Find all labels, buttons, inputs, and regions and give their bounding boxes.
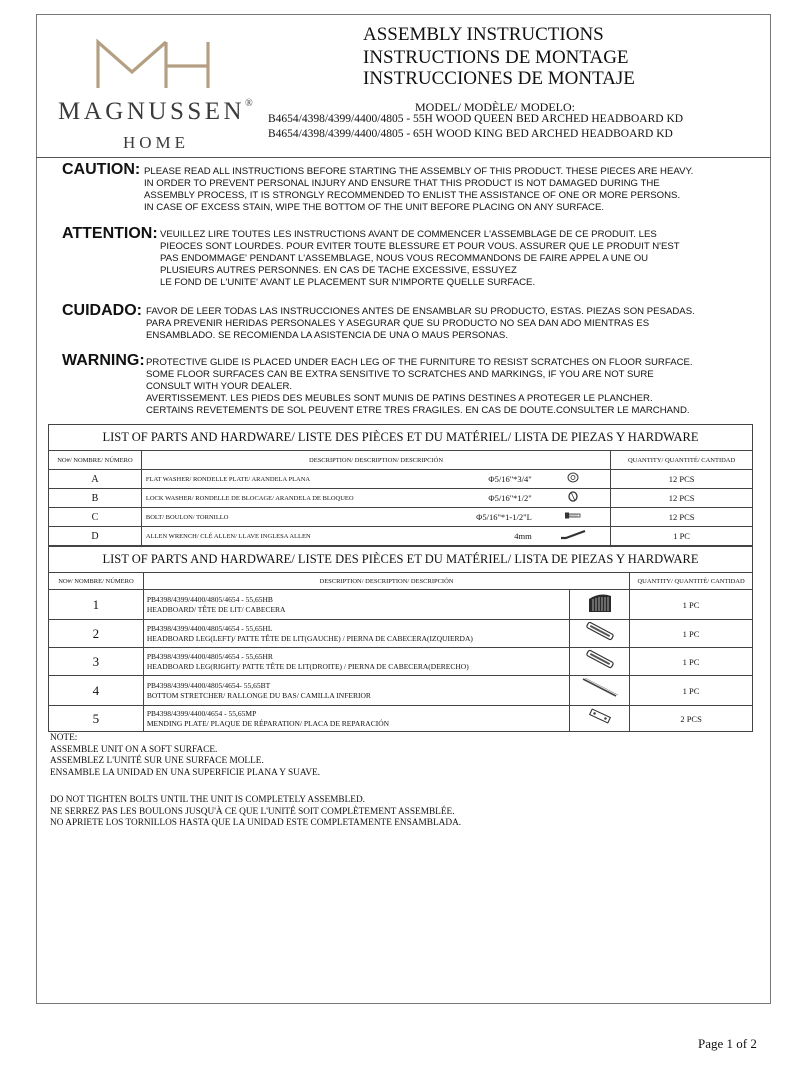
note-line: DO NOT TIGHTEN BOLTS UNTIL THE UNIT IS COMPLETELY ASSEMBLED. [50,795,365,805]
note-line: ENSAMBLE LA UNIDAD EN UNA SUPERFICIE PLANA Y SUAVE. [50,767,321,778]
hardware-desc-cell [141,508,535,527]
attention-line: PIEOCES SONT LOURDES. POUR EVITER TOUTE BLESSURE ET POUR VOUS. ASSURER QUE LE PRODUIT N'EST [160,241,680,252]
hardware-description: FLAT WASHER/ RONDELLE PLATE/ ARANDELA PLANA [145,475,311,483]
hardware-icon-cell [536,470,611,489]
hardware-description: LOCK WASHER/ RONDELLE DE BLOCAGE/ ARANDELA DE BLOQUEO [145,494,354,502]
hardware-size: Φ5/16"*1-1/2"L [476,512,532,522]
part-desc-cell [143,706,569,732]
hardware-table-title: LIST OF PARTS AND HARDWARE/ LISTE DES PIÈCES ET DU MATÉRIEL/ LISTA DE PIEZAS Y HARDWARE [49,425,753,451]
part-number: 4 [49,676,144,706]
table-row [49,706,753,732]
mh-monogram-icon [98,42,208,88]
page-number: Page 1 of 2 [698,1036,757,1051]
warning-line: AVERTISSEMENT. LES PIEDS DES MEUBLES SONT MUNIS DE PATINS DESTINES A PROTEGER LE PLANCHER. [146,393,653,404]
model-label: MODEL/ MODÈLE/ MODELO: [415,100,575,114]
caution-line: ASSEMBLY PROCESS, IT IS STRONGLY RECOMMENDED TO ENLIST THE ASSISTANCE OF ONE OR MORE PERSONS. [144,190,681,201]
attention-heading: ATTENTION: [62,225,158,242]
model-line-king: B4654/4398/4399/4400/4805 - 65H WOOD KING BED ARCHED HEADBOARD KD [268,128,673,140]
title-fr: INSTRUCTIONS DE MONTAGE [363,47,629,68]
lock-washer-icon [564,491,582,502]
cuidado-line: FAVOR DE LEER TODAS LAS INSTRUCCIONES ANTES DE ENSAMBLAR SU PRODUCTO, ESTAS. PIEZAS SON PESADAS. [146,306,695,317]
part-description: HEADBOARD LEG(RIGHT)/ PATTE TÊTE DE LIT(DROITE) / PIERNA DE CABECERA(DERECHO) [146,661,469,671]
hardware-table-title-row [49,425,753,451]
brand-name-text: MAGNUSSEN [58,98,246,125]
hardware-qty: 1 PC [611,527,753,546]
caution-line: IN CASE OF EXCESS STAIN, WIPE THE BOTTOM OF THE UNIT BEFORE PLACING ON ANY SURFACE. [144,202,605,213]
note-line: ASSEMBLE UNIT ON A SOFT SURFACE. [50,744,218,755]
brand-sub: HOME [123,133,190,152]
col-header-no: NO#/ NOMBRE/ NÚMERO [49,573,144,590]
part-icon-cell [570,676,630,706]
part-code: PB4398/4399/4400/4805/4654 - 55,65HB [146,594,273,604]
allen-wrench-icon [558,529,588,540]
table-row [49,489,753,508]
notes-heading: NOTE: [50,733,78,743]
title-es: INSTRUCCIONES DE MONTAJE [363,68,635,89]
table-row [49,676,753,706]
part-description: HEADBOARD/ TÊTE DE LIT/ CABECERA [146,604,286,614]
part-qty: 1 PC [630,620,753,648]
hardware-code: B [49,489,142,508]
parts-table-title: LIST OF PARTS AND HARDWARE/ LISTE DES PIÈCES ET DU MATÉRIEL/ LISTA DE PIEZAS Y HARDWARE [49,547,753,573]
table-row [49,508,753,527]
hardware-qty: 12 PCS [611,470,753,489]
part-desc-cell [143,676,569,706]
cuidado-line: ENSAMBLADO. SE RECOMIENDA LA ASISTENCIA DE UNA O MAUS PERSONAS. [146,330,508,341]
hardware-size: Φ5/16"*3/4" [488,474,532,484]
col-header-no: NO#/ NOMBRE/ NÚMERO [49,451,142,470]
warning-text [146,357,693,417]
warning-line: CONSULT WITH YOUR DEALER. [146,381,293,392]
warning-line: SOME FLOOR SURFACES CAN BE EXTRA SENSITIVE TO SCRATCHES AND MARKINGS, IF YOU ARE NOT SURE [146,369,654,380]
notes-spacer [50,779,461,795]
part-qty: 1 PC [630,590,753,620]
caution-heading: CAUTION: [62,161,141,178]
part-icon-cell [570,620,630,648]
bolt-icon [563,510,583,521]
attention-line: PLUSIEURS AUTRES PERSONNES. EN CAS DE TACHE EXCESSIVE, ESSUYEZ [160,265,517,276]
hardware-desc-cell [141,489,535,508]
part-number: 5 [49,706,144,732]
table-row [49,527,753,546]
stretcher-icon [580,676,620,700]
mending-plate-icon [586,706,614,726]
part-qty: 2 PCS [630,706,753,732]
part-desc-cell [143,648,569,676]
note-line: ASSEMBLEZ L'UNITÉ SUR UNE SURFACE MOLLE. [50,756,264,766]
right-leg-icon [583,648,617,670]
part-icon-cell [570,648,630,676]
hardware-table [48,424,753,546]
warning-heading: WARNING: [62,352,145,369]
table-row [49,648,753,676]
headboard-icon [585,590,615,614]
part-number: 3 [49,648,144,676]
hardware-code: D [49,527,142,546]
registered-mark: ® [245,98,253,109]
notes-section [50,733,461,830]
hardware-icon-cell [536,508,611,527]
hardware-description: ALLEN WRENCH/ CLÉ ALLEN/ LLAVE INGLESA ALLEN [145,532,311,540]
attention-text [160,229,680,289]
note-line: NO APRIETE LOS TORNILLOS HASTA QUE LA UNIDAD ESTE COMPLETAMENTE ENSAMBLADA. [50,818,462,828]
hardware-icon-cell [536,489,611,508]
warning-line: PROTECTIVE GLIDE IS PLACED UNDER EACH LEG OF THE FURNITURE TO RESIST SCRATCHES ON FLOOR SURFACE. [146,357,693,368]
hardware-code: C [49,508,142,527]
col-header-quantity: QUANTITY/ QUANTITÉ/ CANTIDAD [611,451,753,470]
part-number: 2 [49,620,144,648]
part-icon-cell [570,706,630,732]
hardware-table-header-row [49,451,753,470]
caution-line: PLEASE READ ALL INSTRUCTIONS BEFORE STARTING THE ASSEMBLY OF THIS PRODUCT. THESE PIECES ARE HEAVY. [144,166,694,177]
part-qty: 1 PC [630,648,753,676]
brand-name [58,98,268,126]
part-description: HEADBOARD LEG(LEFT)/ PATTE TÊTE DE LIT(GAUCHE) / PIERNA DE CABECERA(IZQUIERDA) [146,633,473,643]
col-header-description: DESCRIPTION/ DESCRIPTION/ DESCRIPCIÓN [141,451,610,470]
caution-text [144,166,693,214]
part-code: PB4398/4399/4400/4805/4654 - 55,65HR [146,651,273,661]
hardware-qty: 12 PCS [611,508,753,527]
part-desc-cell [143,590,569,620]
attention-line: VEUILLEZ LIRE TOUTES LES INSTRUCTIONS AVANT DE COMMENCER L'ASSEMBLAGE DE CE PRODUIT. LES [160,229,657,240]
col-header-quantity: QUANTITY/ QUANTITÉ/ CANTIDAD [630,573,753,590]
cuidado-line: PARA PREVENIR HERIDAS PERSONALES Y ASEGURAR QUE SU PRODUCTO NO SEA DAN ADO MIENTRAS ES [146,318,650,329]
table-row [49,470,753,489]
hardware-description: BOLT/ BOULON/ TORNILLO [145,513,229,521]
table-row [49,620,753,648]
part-qty: 1 PC [630,676,753,706]
cuidado-heading: CUIDADO: [62,302,142,319]
note-line: NE SERREZ PAS LES BOULONS JUSQU'À CE QUE L'UNITÉ SOIT COMPLÈTEMENT ASSEMBLÉE. [50,806,455,817]
attention-line: LE FOND DE L'UNITE' AVANT LE PLACEMENT SUR N'IMPORTE QUELLE SURFACE. [160,277,536,288]
caution-line: IN ORDER TO PREVENT PERSONAL INJURY AND ENSURE THAT THIS PRODUCT IS NOT DAMAGED DURING THE [144,178,660,189]
part-icon-cell [570,590,630,620]
part-code: PB4398/4399/4400/4805/4654 - 55,65HL [146,623,273,633]
hardware-desc-cell [141,527,535,546]
part-number: 1 [49,590,144,620]
hardware-code: A [49,470,142,489]
parts-table-header-row [49,573,753,590]
parts-table-title-row [49,547,753,573]
warning-line: CERTAINS REVETEMENTS DE SOL PEUVENT ETRE TRES FRAGILES. EN CAS DE DOUTE.CONSULTER LE MARCHAND. [146,405,690,416]
hardware-size: Φ5/16"*1/2" [488,493,532,503]
part-code: PB4398/4399/4400/4805/4654- 55,65BT [146,680,271,690]
model-line-queen: B4654/4398/4399/4400/4805 - 55H WOOD QUEEN BED ARCHED HEADBOARD KD [268,113,684,125]
cuidado-text [146,306,695,342]
left-leg-icon [583,620,617,642]
title-en: ASSEMBLY INSTRUCTIONS [363,24,604,45]
table-row [49,590,753,620]
part-desc-cell [143,620,569,648]
part-description: MENDING PLATE/ PLAQUE DE RÉPARATION/ PLACA DE REPARACIÓN [146,718,390,728]
hardware-qty: 12 PCS [611,489,753,508]
part-code: PB4398/4399/4400/4654 - 55,65MP [146,708,257,718]
col-header-description: DESCRIPTION/ DESCRIPTION/ DESCRIPCIÓN [143,573,629,590]
hardware-size: 4mm [514,531,532,541]
flat-washer-icon [564,472,582,483]
attention-line: PAS ENDOMMAGE' PENDANT L'ASSEMBLAGE, NOUS VOUS RECOMMANDONS DE FAIRE APPEL A UNE OU [160,253,649,264]
parts-table [48,546,753,732]
part-description: BOTTOM STRETCHER/ RALLONGE DU BAS/ CAMILLA INFERIOR [146,690,371,700]
hardware-desc-cell [141,470,535,489]
hardware-icon-cell [536,527,611,546]
